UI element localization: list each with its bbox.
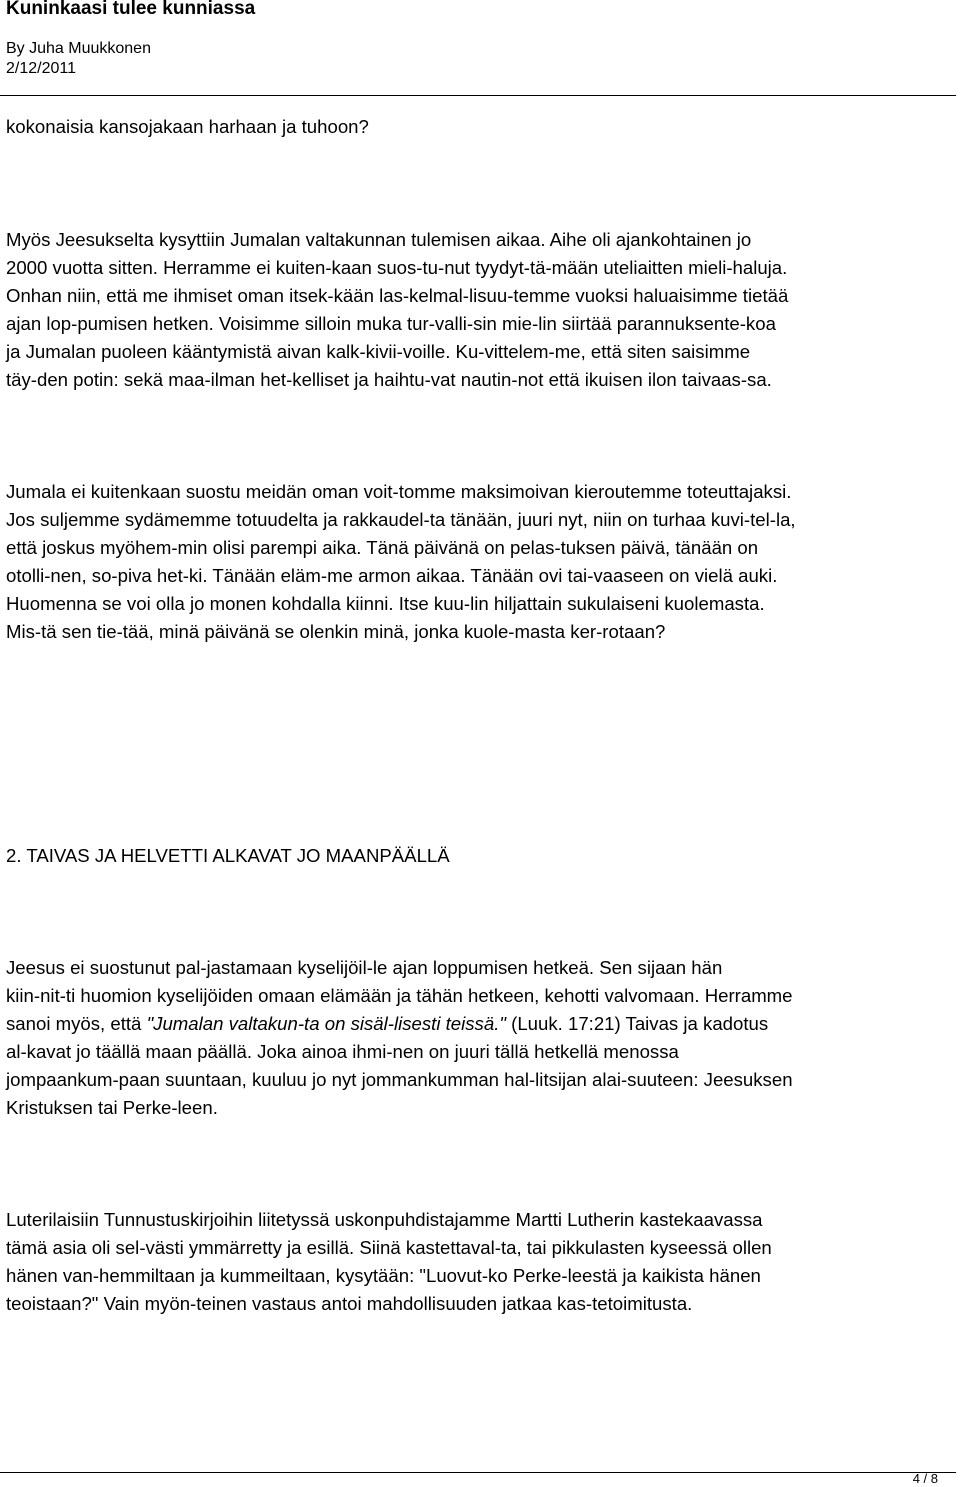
text-line: että joskus myöhem-min olisi parempi aika. Tänä päivänä on pelas-tuksen päivä, tänään on bbox=[6, 537, 759, 558]
text-line: Jumala ei kuitenkaan suostu meidän oman voit-tomme maksimoivan kieroutemme toteuttajaksi. bbox=[6, 481, 792, 502]
text-fragment: sanoi myös, että bbox=[6, 1013, 147, 1034]
document-title: Kuninkaasi tulee kunniassa bbox=[6, 0, 256, 19]
page-number: 4 / 8 bbox=[912, 1471, 938, 1486]
text-line: Onhan niin, että me ihmiset oman itsek-kään las-kelmal-lisuu-temme vuoksi haluaisimme tietää bbox=[6, 285, 789, 306]
text-line: hänen van-hemmiltaan ja kummeiltaan, kysytään: "Luovut-ko Perke-leestä ja kaikista hänen bbox=[6, 1265, 761, 1286]
section-heading: 2. TAIVAS JA HELVETTI ALKAVAT JO MAANPÄÄLLÄ bbox=[6, 845, 450, 866]
text-line: Myös Jeesukselta kysyttiin Jumalan valtakunnan tulemisen aikaa. Aihe oli ajankohtainen jo bbox=[6, 229, 752, 250]
text-line: Luterilaisiin Tunnustuskirjoihin liitetyssä uskonpuhdistajamme Martti Lutherin kastekaavassa bbox=[6, 1209, 763, 1230]
text-line: kokonaisia kansojakaan harhaan ja tuhoon? bbox=[6, 116, 369, 137]
text-line: otolli-nen, so-piva het-ki. Tänään eläm-me armon aikaa. Tänään ovi tai-vaaseen on vielä auki. bbox=[6, 565, 778, 586]
text-line: Huomenna se voi olla jo monen kohdalla kiinni. Itse kuu-lin hiljattain sukulaiseni kuolemasta. bbox=[6, 593, 765, 614]
text-line: Kristuksen tai Perke-leen. bbox=[6, 1097, 218, 1118]
date-line: 2/12/2011 bbox=[6, 60, 76, 77]
text-line: ajan lop-pumisen hetken. Voisimme silloin muka tur-valli-sin mie-lin siirtää parannuksente-koa bbox=[6, 313, 776, 334]
author-line: By Juha Muukkonen bbox=[6, 40, 151, 57]
paragraph-1 bbox=[6, 113, 956, 141]
paragraph-4 bbox=[6, 954, 956, 1122]
text-line: täy-den potin: sekä maa-ilman het-kelliset ja haihtu-vat nautin-not että ikuisen ilon taivaas-sa. bbox=[6, 369, 772, 390]
text-line: Jeesus ei suostunut pal-jastamaan kyselijöil-le ajan loppumisen hetkeä. Sen sijaan hän bbox=[6, 957, 723, 978]
footer-divider bbox=[0, 1472, 956, 1473]
text-line: 2000 vuotta sitten. Herramme ei kuiten-kaan suos-tu-nut tyydyt-tä-mään uteliaitten mieli-haluja. bbox=[6, 257, 788, 278]
text-line: ja Jumalan puoleen kääntymistä aivan kalk-kivii-voille. Ku-vittelem-me, että siten saisimme bbox=[6, 341, 751, 362]
header-divider bbox=[0, 95, 956, 96]
text-line: tämä asia oli sel-västi ymmärretty ja esillä. Siinä kastettaval-ta, tai pikkulasten kyseessä ollen bbox=[6, 1237, 772, 1258]
paragraph-2 bbox=[6, 226, 956, 394]
text-line: al-kavat jo täällä maan päällä. Joka ainoa ihmi-nen on juuri tällä hetkellä menossa bbox=[6, 1041, 679, 1062]
text-fragment: (Luuk. 17:21) Taivas ja kadotus bbox=[505, 1013, 769, 1034]
text-line: Mis-tä sen tie-tää, minä päivänä se olenkin minä, jonka kuole-masta ker-rotaan? bbox=[6, 621, 666, 642]
text-line: teoistaan?" Vain myön-teinen vastaus antoi mahdollisuuden jatkaa kas-tetoimitusta. bbox=[6, 1293, 693, 1314]
document-header bbox=[6, 0, 956, 79]
text-line: kiin-nit-ti huomion kyselijöiden omaan elämään ja tähän hetkeen, kehotti valvomaan. Herramme bbox=[6, 985, 793, 1006]
text-line bbox=[6, 1010, 956, 1038]
paragraph-3 bbox=[6, 478, 956, 646]
paragraph-5 bbox=[6, 1206, 956, 1318]
text-line: jompaankum-paan suuntaan, kuuluu jo nyt jommankumman hal-litsijan alai-suuteen: Jeesuksen bbox=[6, 1069, 793, 1090]
text-line: Jos suljemme sydämemme totuudelta ja rakkaudel-ta tänään, juuri nyt, niin on turhaa kuvi-tel-la, bbox=[6, 509, 796, 530]
scripture-quote: "Jumalan valtakun-ta on sisäl-lisesti teissä." bbox=[146, 1013, 506, 1034]
